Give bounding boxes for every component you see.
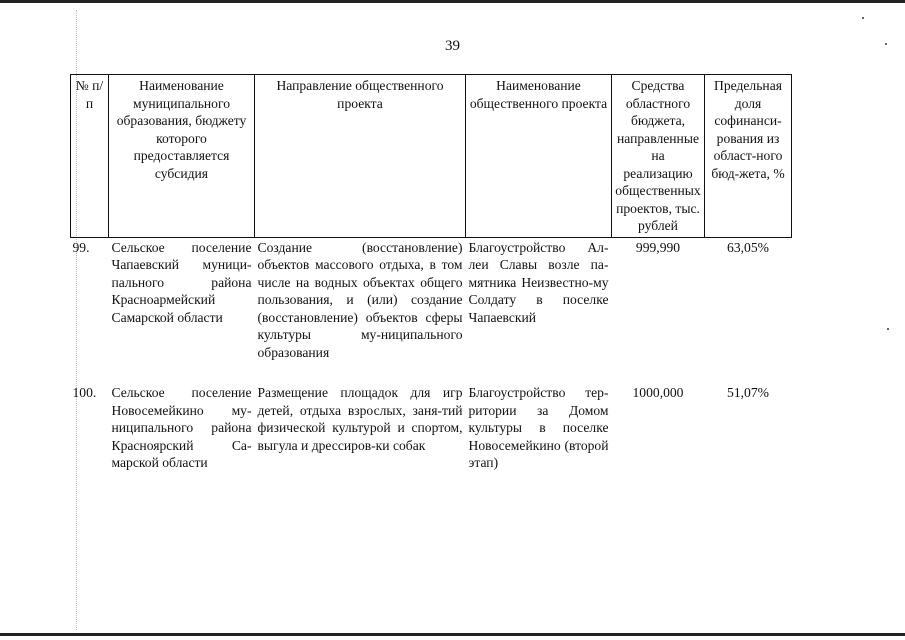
header-project-direction: Направление общественного проекта: [255, 75, 466, 238]
header-project-name: Наименование общественного проекта: [466, 75, 612, 238]
header-number: № п/п: [71, 75, 109, 238]
row-project-name: Благоустройство тер-ритории за Домом культуры в поселке Новосемейкино (второй этап): [468, 385, 609, 470]
table-row: [71, 383, 792, 473]
table-row: [71, 237, 792, 383]
row-project-name: Благоустройство Ал-леи Славы возле па-мятника Неизвестно-му Солдату в поселке Чапаевский: [468, 239, 609, 325]
row-cofinancing-share: 51,07%: [727, 385, 769, 400]
header-municipality: Наименование муниципального образования, бюджету которого предоставляется субсидия: [109, 75, 255, 238]
header-cofinancing-share: Предельная доля софинанси-рования из област-ного бюд-жета, %: [705, 75, 792, 238]
row-number: 100.: [72, 385, 97, 400]
row-number: 99.: [72, 239, 90, 255]
row-project-direction: Создание (восстановление) объектов массового отдыха, в том числе на водных объектах общего пользования, и (или) создание (восстановление) объектов сферы культуры му-ниципального образования: [257, 239, 463, 360]
bottom-border-line: [0, 633, 905, 636]
header-budget-funds: Средства областного бюджета, направленные на реализацию общественных проектов, тыс. рублей: [612, 75, 705, 238]
table-header-row: [71, 75, 792, 238]
scan-speck: [887, 328, 889, 330]
row-cofinancing-share: 63,05%: [727, 239, 769, 255]
row-budget-funds: 999,990: [635, 239, 681, 255]
row-project-direction: Размещение площадок для игр детей, отдыха взрослых, заня-тий физической культурой и спортом, выгула и дрессиров-ки собак: [257, 385, 463, 453]
scan-speck: [862, 17, 864, 19]
top-border-line: [0, 0, 905, 3]
subsidy-table: [70, 74, 792, 473]
row-municipality: Сельское поселение Чапаевский муници-пального района Красноармейский Самарской области: [111, 239, 252, 325]
row-budget-funds: 1000,000: [632, 385, 684, 400]
row-municipality: Сельское поселение Новосемейкино му-ниципального района Красноярский Са-марской области: [111, 385, 252, 470]
page-number: 39: [445, 38, 460, 54]
